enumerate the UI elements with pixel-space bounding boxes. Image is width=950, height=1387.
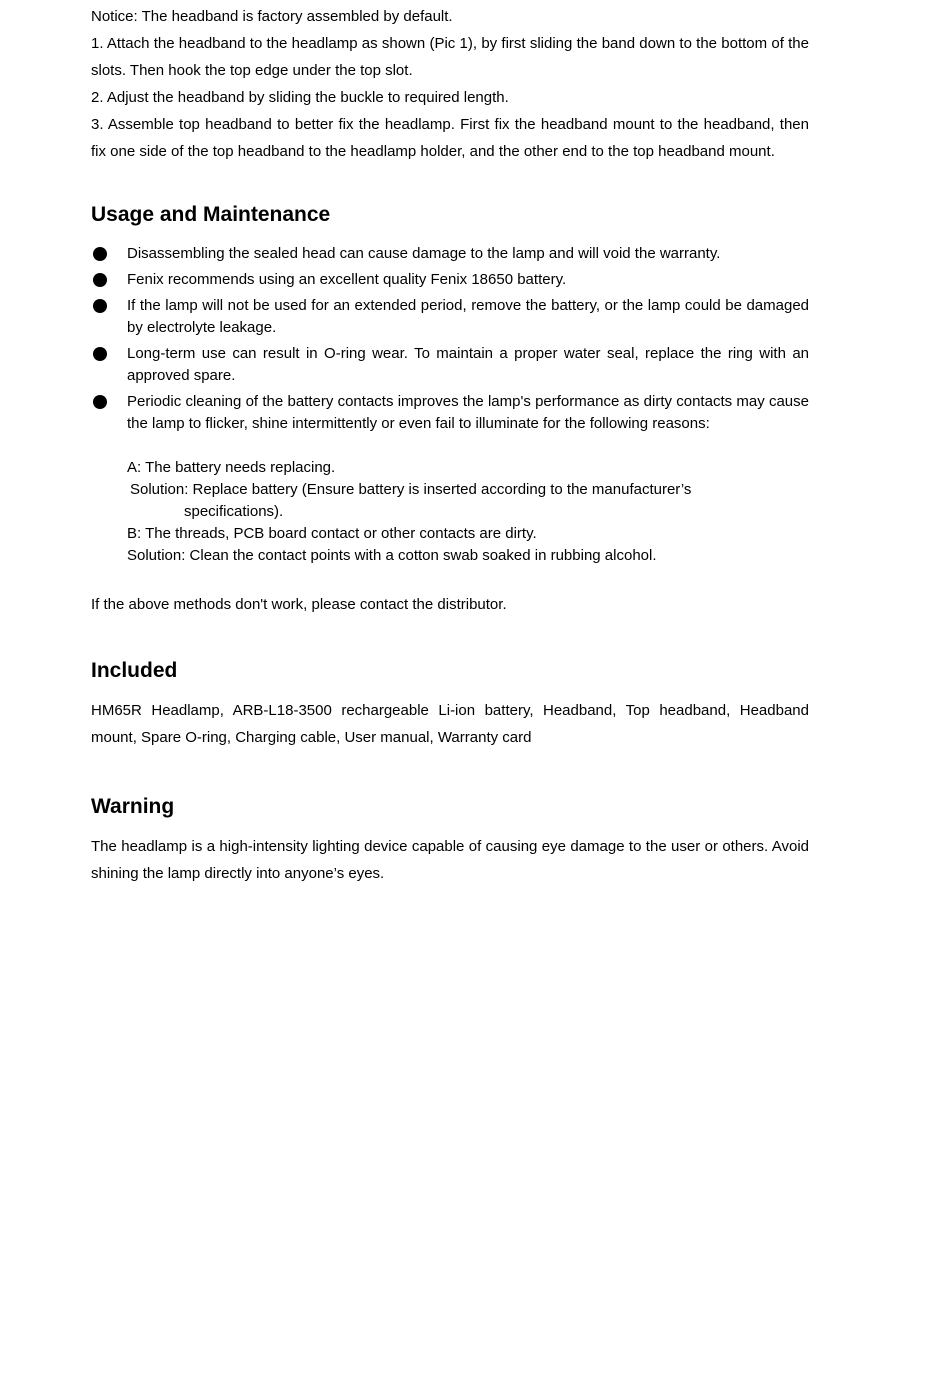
step-1-text: 1. Attach the headband to the headlamp as shown (Pic 1), by first sliding the band down to the bottom of the slots. Then hook the top edge under the top slot.: [91, 35, 809, 79]
reason-a-solution-line1: Solution: Replace battery (Ensure battery is inserted according to the manufacturer’s: [130, 481, 692, 498]
included-heading: Included: [91, 659, 178, 682]
bullet-dot-icon: [93, 299, 107, 313]
reason-a-solution: [130, 479, 809, 523]
reason-a-text: A: The battery needs replacing.: [127, 459, 336, 476]
warning-text: The headlamp is a high-intensity lighting device capable of causing eye damage to the user or others. Avoid shining the lamp directly into anyone’s eyes.: [91, 838, 809, 882]
usage-bullet-item: [91, 343, 809, 387]
step-3-text: 3. Assemble top headband to better fix the headlamp. First fix the headband mount to the headband, then fix one side of the top headband to the headlamp holder, and the other end to the top headband mount.: [91, 116, 809, 160]
usage-bullet-text: Disassembling the sealed head can cause damage to the lamp and will void the warranty.: [127, 245, 721, 262]
bullet-dot-icon: [93, 247, 107, 261]
distributor-note: If the above methods don't work, please contact the distributor.: [91, 596, 507, 613]
bullet-dot-icon: [93, 273, 107, 287]
step-2-text: 2. Adjust the headband by sliding the buckle to required length.: [91, 89, 509, 106]
included-text: HM65R Headlamp, ARB-L18-3500 rechargeable Li-ion battery, Headband, Top headband, Headband mount, Spare O-ring, Charging cable, User manual, Warranty card: [91, 702, 809, 746]
bullet-dot-icon: [93, 347, 107, 361]
reason-b-text: B: The threads, PCB board contact or other contacts are dirty.: [127, 525, 537, 542]
warning-heading: Warning: [91, 795, 175, 818]
reason-b-solution: Solution: Clean the contact points with a cotton swab soaked in rubbing alcohol.: [127, 547, 657, 564]
usage-bullet-text: Periodic cleaning of the battery contacts improves the lamp's performance as dirty contacts may cause the lamp to flicker, shine intermittently or even fail to illuminate for the following reasons:: [127, 393, 809, 432]
usage-bullet-text: Fenix recommends using an excellent quality Fenix 18650 battery.: [127, 271, 567, 288]
usage-bullet-text: Long-term use can result in O-ring wear. To maintain a proper water seal, replace the ring with an approved spare.: [127, 345, 809, 384]
bullet-dot-icon: [93, 395, 107, 409]
usage-bullet-item: [91, 269, 809, 291]
usage-bullet-item: [91, 243, 809, 265]
document-page: [91, 0, 809, 887]
usage-heading: Usage and Maintenance: [91, 203, 331, 226]
reason-a-solution-line2: specifications).: [184, 503, 284, 520]
usage-bullet-text: If the lamp will not be used for an extended period, remove the battery, or the lamp could be damaged by electrolyte leakage.: [127, 297, 809, 336]
usage-bullet-item: [91, 295, 809, 339]
usage-bullet-item: [91, 391, 809, 435]
notice-text: Notice: The headband is factory assembled by default.: [91, 8, 453, 25]
usage-bullet-list: [91, 243, 809, 435]
